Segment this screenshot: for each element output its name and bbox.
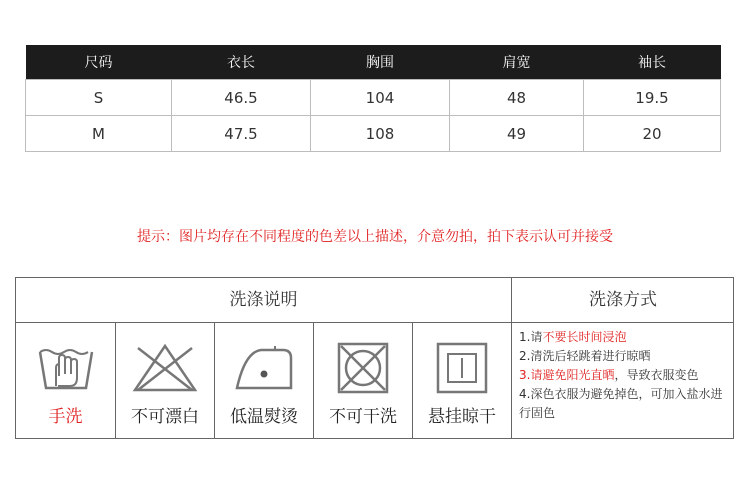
care-item-low-iron [215, 322, 313, 439]
hang-dry-icon [434, 342, 490, 394]
header-size: 尺码 [26, 45, 172, 80]
size-table [25, 45, 721, 152]
method-item: 1.请不要长时间浸泡 [519, 330, 627, 344]
care-item-hand-wash [16, 322, 115, 439]
icon-label: 不可干洗 [329, 407, 397, 427]
divider [511, 322, 733, 323]
table-cell: M [26, 116, 172, 152]
table-cell: 48 [450, 80, 584, 116]
table-cell: 104 [311, 80, 450, 116]
care-item-hang-dry [413, 322, 511, 439]
icon-label: 不可漂白 [131, 407, 199, 427]
washing-methods-list [519, 328, 731, 423]
table-cell: 46.5 [172, 80, 311, 116]
care-item-no-dry-clean [314, 322, 412, 439]
method-item: 4.深色衣服为避免掉色，可加入盐水进行固色 [519, 387, 723, 420]
header-bust: 胸围 [311, 45, 450, 80]
table-cell: 108 [311, 116, 450, 152]
care-item-no-bleach [116, 322, 214, 439]
no-dry-clean-icon [335, 342, 391, 394]
hand-wash-icon [34, 342, 98, 394]
icon-label: 手洗 [48, 407, 83, 427]
method-item: 3.请避免阳光直晒，导致衣服变色 [519, 368, 699, 382]
header-sleeve: 袖长 [584, 45, 721, 80]
size-table-header-row [26, 45, 721, 80]
method-item: 2.清洗后轻跳着进行晾晒 [519, 349, 651, 363]
no-bleach-icon [130, 342, 200, 394]
table-cell: 20 [584, 116, 721, 152]
icon-label: 低温熨烫 [230, 407, 298, 427]
care-instructions-title: 洗涤说明 [229, 290, 298, 310]
header-shoulder: 肩宽 [450, 45, 584, 80]
table-cell: 47.5 [172, 116, 311, 152]
icon-label: 悬挂晾干 [428, 407, 496, 427]
low-iron-icon [231, 342, 297, 394]
table-cell: 49 [450, 116, 584, 152]
table-row [26, 116, 721, 152]
table-cell: 19.5 [584, 80, 721, 116]
care-methods-title: 洗涤方式 [589, 290, 657, 310]
care-instructions-box [15, 277, 734, 439]
table-row [26, 80, 721, 116]
color-difference-notice: 提示：图片均存在不同程度的色差以上描述，介意勿拍，拍下表示认可并接受 [137, 229, 613, 245]
header-length: 衣长 [172, 45, 311, 80]
table-cell: S [26, 80, 172, 116]
